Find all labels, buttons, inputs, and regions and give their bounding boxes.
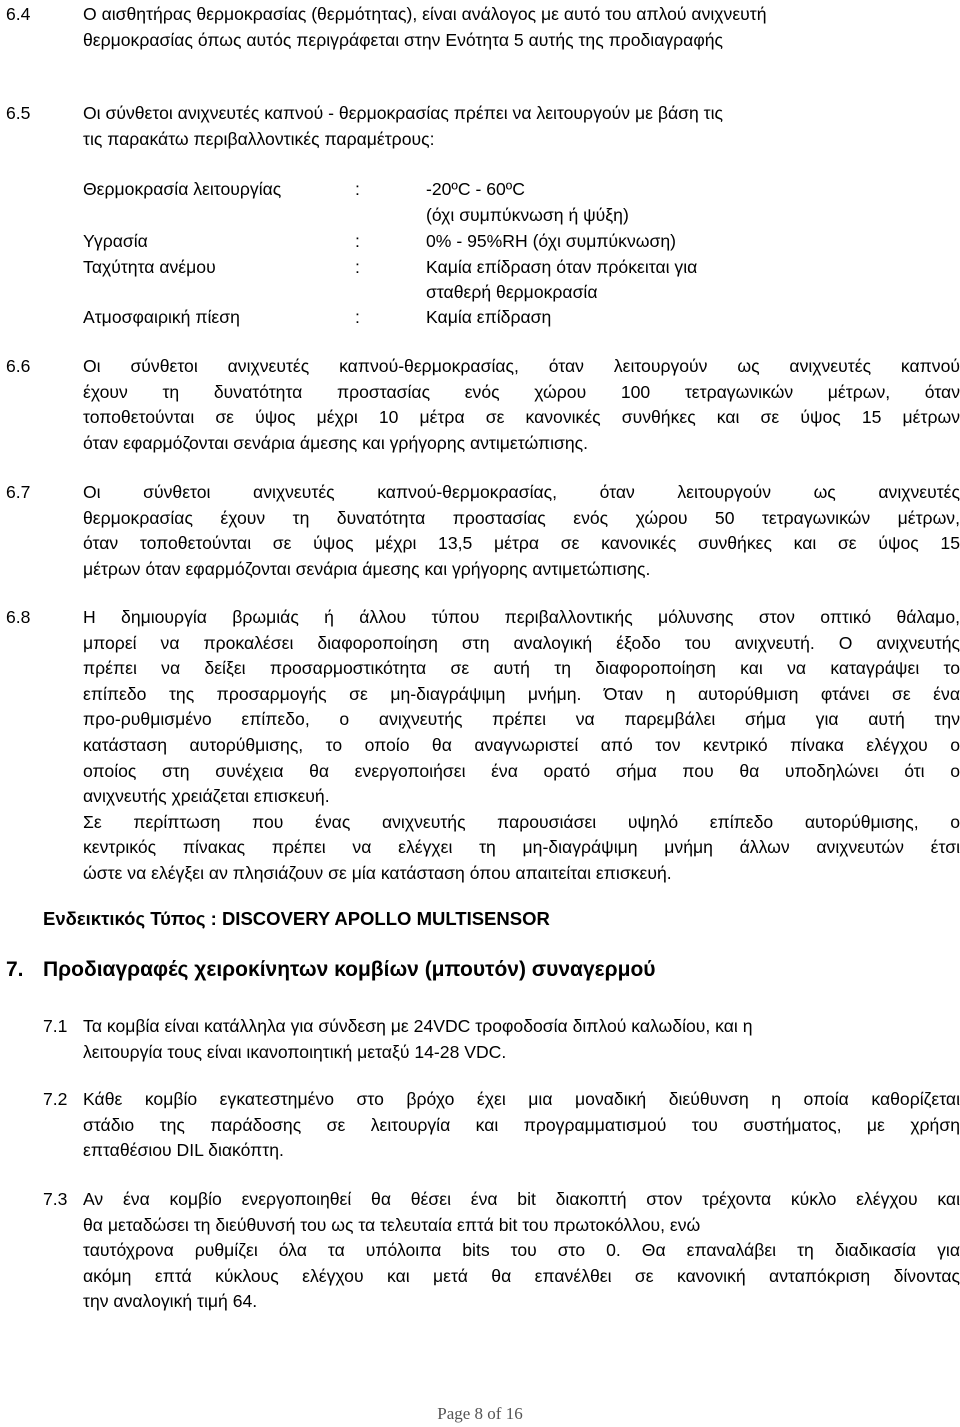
- param-value: Καμία επίδραση όταν πρόκειται για: [426, 257, 698, 277]
- text-line: όταν εφαρμόζονται σενάρια άμεσης και γρήγορης αντιμετώπισης.: [83, 432, 589, 453]
- text-line: όταν τοποθετούνται σε ύψος μέχρι 13,5 μέτρα σε κανονικές συνθήκες και σε ύψος 15: [83, 533, 960, 554]
- section-number: 6.4: [6, 4, 31, 24]
- section-number: 6.8: [6, 607, 31, 627]
- text-line: επίπεδο της προσαρμογής σε μη-διαγράψιμη μνήμη. Όταν η αυτορύθμιση φτάνει σε ένα: [83, 683, 960, 704]
- text-line: κατάσταση αυτορύθμισης, το οποίο θα αναγνωριστεί από τον κεντρικό πίνακα ελέγχου ο: [83, 734, 960, 755]
- text-line: Η δημιουργία βρωμιάς ή άλλου τύπου περιβαλλοντικής μόλυνσης στον οπτικό θάλαμο,: [83, 607, 960, 627]
- section-number: 6.6: [6, 356, 31, 376]
- param-label: Ταχύτητα ανέμου: [83, 257, 216, 277]
- text-line: θερμοκρασίας όπως αυτός περιγράφεται στην Ενότητα 5 αυτής της προδιαγραφής: [83, 29, 724, 50]
- text-line: ακόμη επτά κύκλους ελέγχου και μετά θα επανέλθει σε κανονική ανταπόκριση δίνοντας: [83, 1265, 960, 1286]
- text-line: στάδιο της παράδοσης σε λειτουργία και προγραμματισμού του συστήματος, με χρήση: [83, 1114, 960, 1135]
- param-label: Ατμοσφαιρική πίεση: [83, 307, 240, 327]
- param-value: 0% - 95%RH (όχι συμπύκνωση): [426, 231, 676, 251]
- text-line: Τα κομβία είναι κατάλληλα για σύνδεση με 24VDC τροφοδοσία διπλού καλωδίου, και η: [83, 1016, 753, 1036]
- text-line: θα μεταδώσει τη διεύθυνσή του ως τα τελευταία επτά bit του πρωτοκόλλου, ενώ: [83, 1214, 701, 1235]
- text-line: ανιχνευτής χρειάζεται επισκευή.: [83, 786, 330, 807]
- section-7-2-text: [83, 1087, 960, 1164]
- text-line: ώστε να ελέγξει αν πλησιάζουν σε μία κατάσταση όπου απαιτείται επισκευή.: [83, 862, 672, 883]
- text-line: οποίος στη συνέχεια θα ενεργοποιήσει ένα ορατό σήμα που θα υποδηλώνει ότι ο: [83, 760, 960, 781]
- text-line: μέτρων όταν εφαρμόζονται σενάρια άμεσης και γρήγορης αντιμετώπισης.: [83, 558, 651, 579]
- section-6-7-text: [83, 480, 960, 582]
- section-6-4-text: [83, 2, 960, 53]
- heading-number: 7.: [6, 958, 24, 981]
- section-number: 6.5: [6, 103, 31, 123]
- indicative-type: Ενδεικτικός Τύπος : DISCOVERY APOLLO MULTISENSOR: [43, 908, 550, 929]
- section-number: 7.2: [43, 1089, 68, 1109]
- text-line: Οι σύνθετοι ανιχνευτές καπνού-θερμοκρασίας, όταν λειτουργούν ως ανιχνευτές καπνού: [83, 356, 960, 376]
- param-label: Υγρασία: [83, 231, 148, 251]
- text-line: Κάθε κομβίο εγκατεστημένο στο βρόχο έχει μια μοναδική διεύθυνση η οποία καθορίζεται: [83, 1089, 960, 1109]
- text-line: πρέπει να δείξει προσαρμοστικότητα σε αυτή τη διαφοροποίηση και να καταγράψει το: [83, 658, 960, 679]
- text-line: λειτουργία τους είναι ικανοποιητική μεταξύ 14-28 VDC.: [83, 1041, 507, 1062]
- section-7-1-text: [83, 1014, 960, 1065]
- param-colon: :: [355, 307, 360, 327]
- text-line: κεντρικός πίνακας πρέπει να ελέγχει τη μη-διαγράψιμη μνήμη άλλων ανιχνευτών έτσι: [83, 837, 960, 858]
- text-line: μπορεί να προκαλέσει διαφοροποίηση στη αναλογική έξοδο του ανιχνευτή. Ο ανιχνευτής: [83, 632, 960, 653]
- text-line: Σε περίπτωση που ένας ανιχνευτής παρουσιάσει υψηλό επίπεδο αυτορύθμισης, ο: [83, 811, 960, 832]
- page-footer: Page 8 of 16: [437, 1404, 523, 1423]
- section-7-3-text: [83, 1187, 960, 1315]
- section-number: 7.3: [43, 1189, 68, 1209]
- param-colon: :: [355, 257, 360, 277]
- text-line: τοποθετούνται σε ύψος μέχρι 10 μέτρα σε κανονικές συνθήκες και σε ύψος 15 μέτρων: [83, 407, 960, 428]
- text-line: επταθέσιου DIL διακόπτη.: [83, 1140, 284, 1161]
- heading-text: Προδιαγραφές χειροκίνητων κομβίων (μπουτόν) συναγερμού: [43, 958, 656, 981]
- section-6-5-text: [83, 101, 960, 152]
- section-6-8-text: [83, 605, 960, 887]
- section-number: 6.7: [6, 482, 31, 502]
- param-label: Θερμοκρασία λειτουργίας: [83, 179, 282, 199]
- text-line: θερμοκρασίας έχουν τη δυνατότητα προστασίας ενός χώρου 50 τετραγωνικών μέτρων,: [83, 507, 960, 528]
- text-line: έχουν τη δυνατότητα προστασίας ενός χώρου 100 τετραγωνικών μέτρων, όταν: [83, 381, 960, 402]
- text-line: ταυτόχρονα ρυθμίζει όλα τα υπόλοιπα bits του στο 0. Θα επαναλάβει τη διαδικασία για: [83, 1240, 960, 1261]
- text-line: προ-ρυθμισμένο επίπεδο, ο ανιχνευτής πρέπει να παρεμβάλει σήμα για αυτή την: [83, 709, 960, 730]
- text-line: Οι σύνθετοι ανιχνευτές καπνού-θερμοκρασίας, όταν λειτουργούν ως ανιχνευτές: [83, 482, 960, 502]
- text-line: Οι σύνθετοι ανιχνευτές καπνού - θερμοκρασίας πρέπει να λειτουργούν με βάση τις: [83, 103, 723, 123]
- text-line: την αναλογική τιμή 64.: [83, 1291, 258, 1312]
- param-colon: :: [355, 179, 360, 199]
- section-6-6-text: [83, 354, 960, 456]
- text-line: Ο αισθητήρας θερμοκρασίας (θερμότητας), είναι ανάλογος με αυτό του απλού ανιχνευτή: [83, 4, 767, 24]
- param-value: Καμία επίδραση: [426, 307, 552, 327]
- param-colon: :: [355, 231, 360, 251]
- param-value: -20ºC - 60ºC: [426, 179, 525, 199]
- section-number: 7.1: [43, 1016, 68, 1036]
- param-value-cont: (όχι συμπύκνωση ή ψύξη): [426, 205, 629, 225]
- text-line: Αν ένα κομβίο ενεργοποιηθεί θα θέσει ένα bit διακοπτή στον τρέχοντα κύκλο ελέγχου και: [83, 1189, 960, 1209]
- text-line: τις παρακάτω περιβαλλοντικές παραμέτρους:: [83, 128, 435, 149]
- param-value-cont: σταθερή θερμοκρασία: [426, 282, 598, 302]
